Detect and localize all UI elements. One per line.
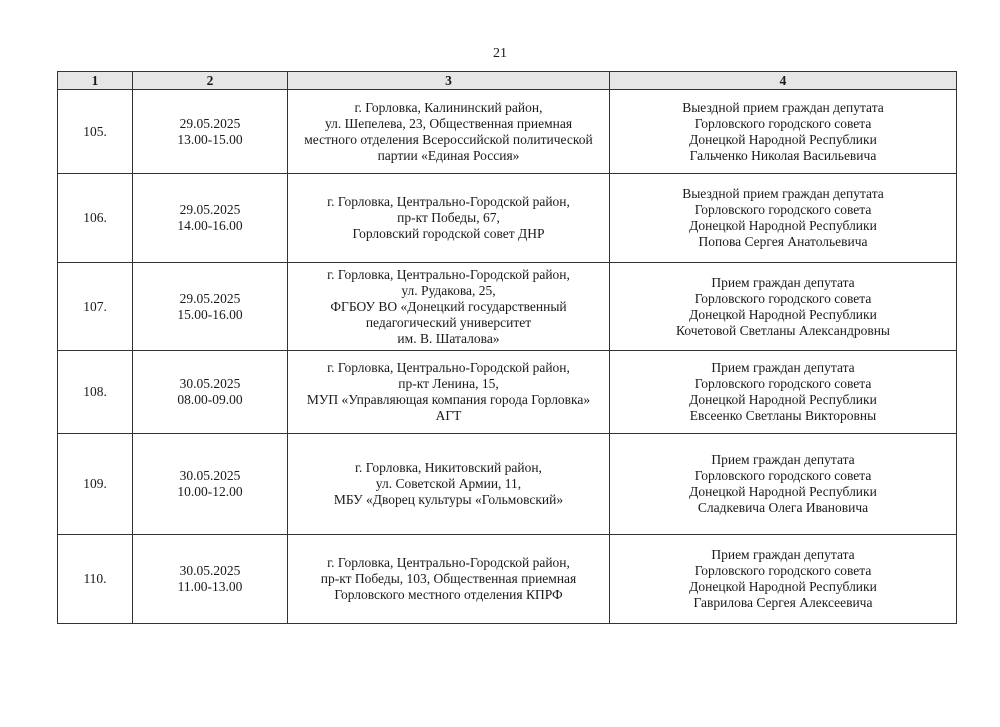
place-line: местного отделения Всероссийской политической — [304, 131, 593, 147]
schedule-table — [57, 71, 957, 624]
row-date: 30.05.2025 — [179, 468, 241, 483]
place-line: пр-кт Победы, 67, — [397, 210, 500, 225]
event-line: Донецкой Народной Республики — [689, 131, 877, 147]
row-number: 106. — [58, 174, 133, 263]
row-number: 109. — [58, 434, 133, 535]
row-time: 15.00-16.00 — [177, 306, 243, 322]
row-place — [288, 263, 610, 351]
event-line: Прием граждан депутата — [711, 274, 855, 290]
place-line: пр-кт Ленина, 15, — [398, 376, 499, 391]
place-line: пр-кт Победы, 103, Общественная приемная — [320, 571, 577, 586]
table-row — [58, 174, 957, 263]
place-line: Горловского местного отделения КПРФ — [334, 587, 563, 602]
event-line: Горловского городского совета — [694, 563, 872, 578]
row-place — [288, 90, 610, 174]
row-number: 105. — [58, 90, 133, 174]
table-row — [58, 351, 957, 434]
event-line: Прием граждан депутата — [711, 360, 855, 375]
row-time: 08.00-09.00 — [177, 392, 243, 407]
row-place — [288, 351, 610, 434]
event-line: Евсеенко Светланы Викторовны — [689, 408, 877, 423]
row-date: 30.05.2025 — [179, 563, 241, 578]
row-number: 108. — [58, 351, 133, 434]
row-datetime — [133, 174, 288, 263]
event-line: Кочетовой Светланы Александровны — [676, 322, 890, 338]
place-line: ФГБОУ ВО «Донецкий государственный — [330, 298, 567, 314]
place-line: г. Горловка, Никитовский район, — [355, 460, 542, 475]
event-line: Донецкой Народной Республики — [689, 392, 877, 407]
row-place — [288, 434, 610, 535]
row-time: 14.00-16.00 — [177, 218, 243, 233]
place-line: г. Горловка, Центрально-Городской район, — [327, 266, 570, 282]
row-event — [610, 434, 957, 535]
table-row — [58, 535, 957, 624]
event-line: Донецкой Народной Республики — [689, 484, 877, 499]
column-header-place: 3 — [288, 72, 610, 90]
event-line: Прием граждан депутата — [711, 452, 855, 467]
event-line: Горловского городского совета — [694, 468, 872, 483]
row-date: 29.05.2025 — [179, 115, 241, 131]
event-line: Попова Сергея Анатольевича — [698, 234, 868, 249]
table-header-row — [58, 72, 957, 90]
event-line: Гальченко Николая Васильевича — [689, 147, 877, 163]
row-datetime — [133, 434, 288, 535]
row-time: 13.00-15.00 — [177, 131, 243, 147]
row-place — [288, 174, 610, 263]
row-event — [610, 263, 957, 351]
event-line: Горловского городского совета — [694, 115, 872, 131]
place-line: Горловский городской совет ДНР — [352, 226, 545, 241]
event-line: Сладкевича Олега Ивановича — [697, 500, 869, 515]
place-line: г. Горловка, Центрально-Городской район, — [327, 360, 570, 375]
page-number: 21 — [493, 46, 507, 61]
place-line: г. Горловка, Центрально-Городской район, — [327, 555, 570, 570]
event-line: Горловского городского совета — [694, 376, 872, 391]
place-line: МБУ «Дворец культуры «Гольмовский» — [333, 492, 564, 507]
column-header-number: 1 — [58, 72, 133, 90]
row-datetime — [133, 90, 288, 174]
place-line: ул. Рудакова, 25, — [401, 282, 496, 298]
row-datetime — [133, 263, 288, 351]
place-line: педагогический университет — [365, 314, 532, 330]
event-line: Горловского городского совета — [694, 290, 872, 306]
table-row — [58, 90, 957, 174]
row-number: 110. — [58, 535, 133, 624]
place-line: г. Горловка, Калининский район, — [354, 99, 543, 115]
event-line: Донецкой Народной Республики — [689, 579, 877, 594]
event-line: Горловского городского совета — [694, 202, 872, 217]
column-header-event: 4 — [610, 72, 957, 90]
event-line: Гаврилова Сергея Алексеевича — [693, 595, 873, 610]
event-line: Прием граждан депутата — [711, 547, 855, 562]
row-datetime — [133, 351, 288, 434]
place-line: им. В. Шаталова» — [397, 330, 500, 346]
place-line: ул. Советской Армии, 11, — [375, 476, 522, 491]
row-date: 29.05.2025 — [179, 202, 241, 217]
row-event — [610, 351, 957, 434]
event-line: Выездной прием граждан депутата — [682, 99, 884, 115]
place-line: АГТ — [435, 408, 462, 423]
row-time: 11.00-13.00 — [177, 579, 243, 594]
event-line: Донецкой Народной Республики — [689, 306, 877, 322]
event-line: Выездной прием граждан депутата — [682, 186, 884, 201]
table-row — [58, 263, 957, 351]
event-line: Донецкой Народной Республики — [689, 218, 877, 233]
place-line: ул. Шепелева, 23, Общественная приемная — [324, 115, 573, 131]
place-line: партии «Единая Россия» — [377, 147, 520, 163]
row-datetime — [133, 535, 288, 624]
row-time: 10.00-12.00 — [177, 484, 243, 499]
place-line: МУП «Управляющая компания города Горловка» — [306, 392, 591, 407]
table-row — [58, 434, 957, 535]
row-place — [288, 535, 610, 624]
row-date: 29.05.2025 — [179, 290, 241, 306]
row-number: 107. — [58, 263, 133, 351]
place-line: г. Горловка, Центрально-Городской район, — [327, 194, 570, 209]
column-header-datetime: 2 — [133, 72, 288, 90]
row-event — [610, 90, 957, 174]
row-event — [610, 174, 957, 263]
row-date: 30.05.2025 — [179, 376, 241, 391]
row-event — [610, 535, 957, 624]
